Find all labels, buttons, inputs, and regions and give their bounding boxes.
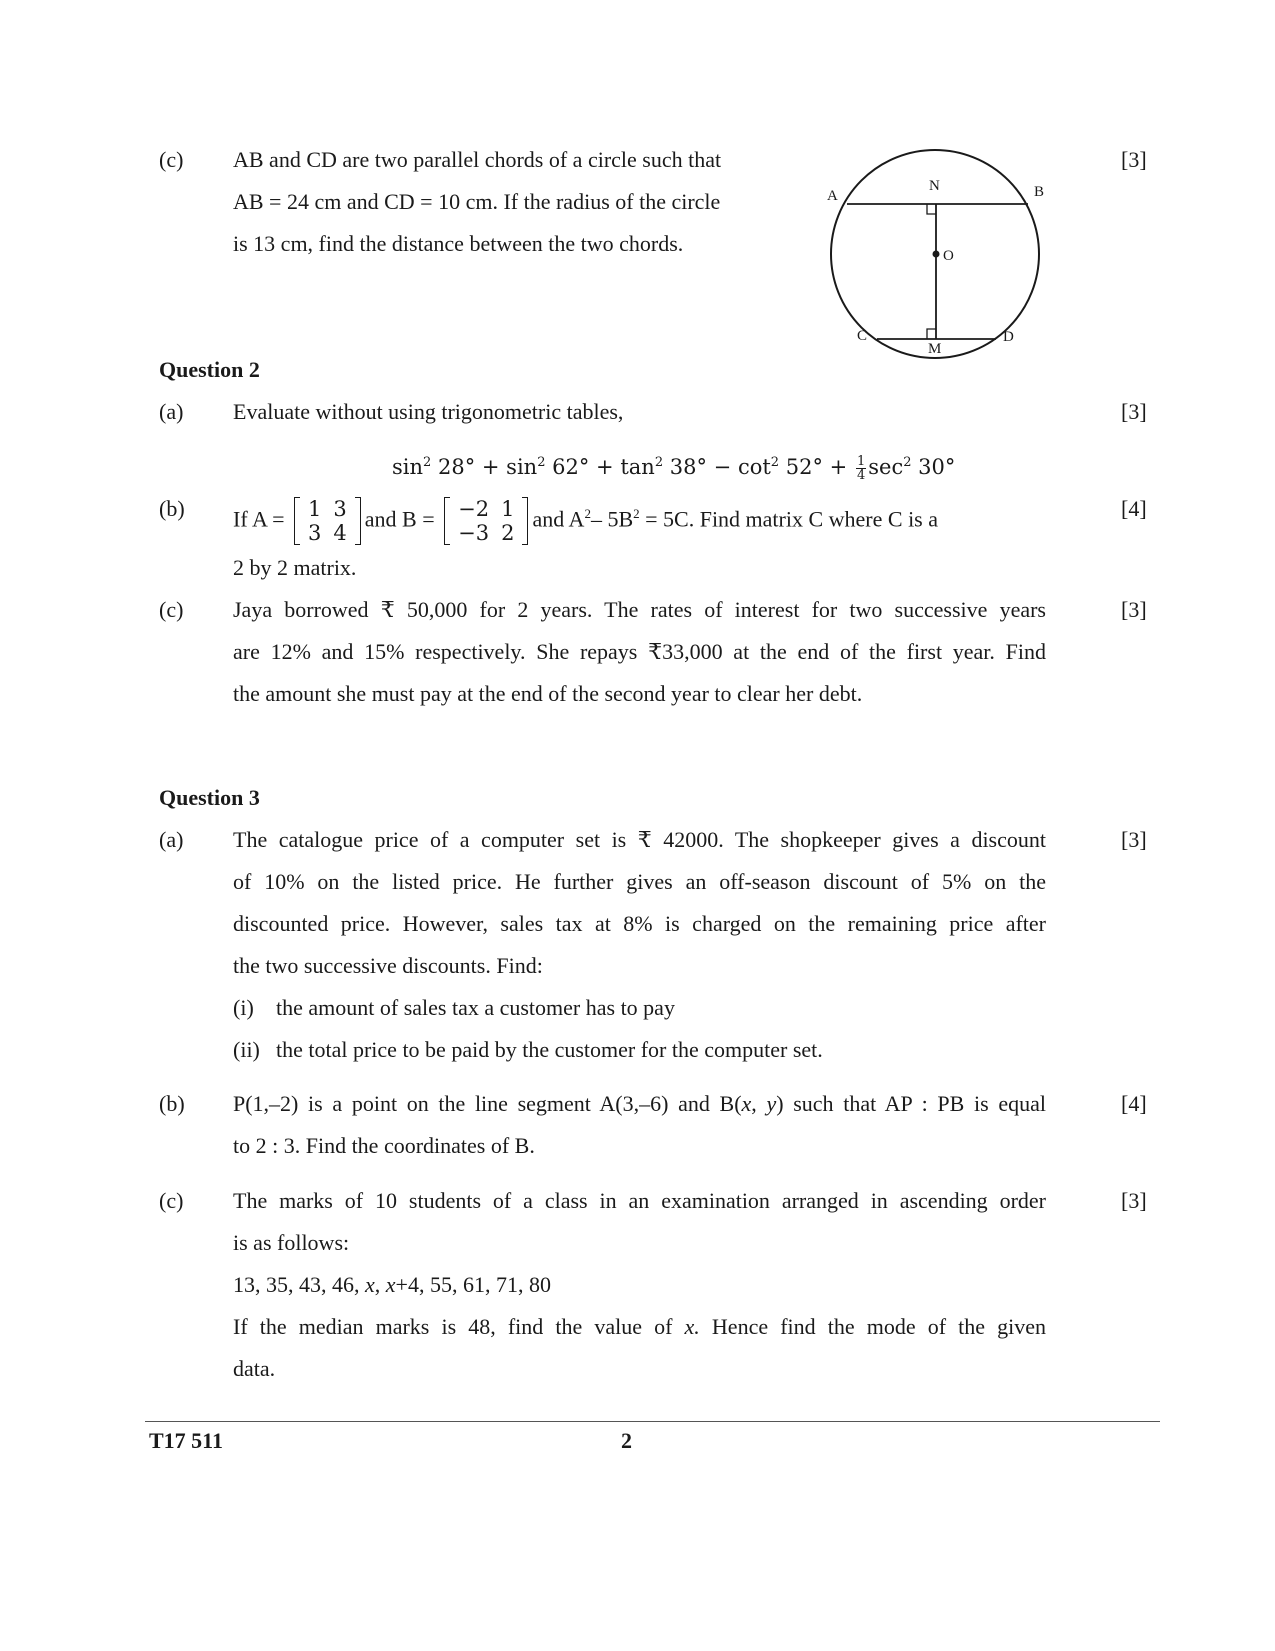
q3c-line-2: is as follows: xyxy=(233,1230,350,1255)
q3b-label: (b) xyxy=(159,1091,185,1116)
q3c-data-line: 13, 35, 43, 46, x, x+4, 55, 61, 71, 80 xyxy=(233,1272,551,1297)
q3b-marks: [4] xyxy=(1121,1091,1147,1116)
q3c-line-5: data. xyxy=(233,1356,276,1381)
q3a-sub-ii: the total price to be paid by the customer for the computer set. xyxy=(276,1037,823,1062)
q3a-line-1: The catalogue price of a computer set is ₹ 42000. The shopkeeper gives a discount xyxy=(233,827,1046,852)
q1c-label: (c) xyxy=(159,147,184,172)
matrix-a: 1 3 3 4 xyxy=(294,497,361,545)
question-3-heading: Question 3 xyxy=(159,785,260,810)
label-a: A xyxy=(827,188,838,204)
q2c-label: (c) xyxy=(159,597,184,622)
q3a-sub-i: the amount of sales tax a customer has to pay xyxy=(276,995,675,1020)
q2b-line-2: 2 by 2 matrix. xyxy=(233,555,357,580)
label-b: B xyxy=(1034,184,1045,200)
q3c-marks: [3] xyxy=(1121,1188,1147,1213)
footer-divider xyxy=(145,1421,1160,1422)
q3a-marks: [3] xyxy=(1121,827,1147,852)
q3a-line-3: discounted price. However, sales tax at 8% is charged on the remaining price after xyxy=(233,911,1046,936)
label-n: N xyxy=(929,178,940,194)
q1c-line-1: AB and CD are two parallel chords of a circle such that xyxy=(233,147,722,172)
q2a-expression: $\sin^2 28^\circ + \sin^2 62^\circ + \tan^2 38^\circ - \cot^2 52^\circ$ + $\frac{1}{4}$ $\sec^2 30^\circ$ xyxy=(392,454,956,483)
q3c-line-1: The marks of 10 students of a class in an examination arranged in ascending order xyxy=(233,1188,1046,1213)
q2a-label: (a) xyxy=(159,399,184,424)
q2c-line-3: the amount she must pay at the end of the second year to clear her debt. xyxy=(233,681,863,706)
q3a-label: (a) xyxy=(159,827,184,852)
label-d: D xyxy=(1003,329,1014,345)
q2b-marks: [4] xyxy=(1121,496,1147,521)
q2b-label: (b) xyxy=(159,496,185,521)
q3a-line-2: of 10% on the listed price. He further gives an off-season discount of 5% on the xyxy=(233,869,1046,894)
page-number: 2 xyxy=(621,1428,632,1453)
q3a-line-4: the two successive discounts. Find: xyxy=(233,953,543,978)
q2c-line-1: Jaya borrowed ₹ 50,000 for 2 years. The rates of interest for two successive years xyxy=(233,597,1046,622)
q3b-line-1: P(1,–2) is a point on the line segment A(3,–6) and B(x, y) such that AP : PB is equal xyxy=(233,1091,1046,1116)
matrix-b: −2 1 −3 2 xyxy=(444,497,528,545)
q2a-line: Evaluate without using trigonometric tables, xyxy=(233,399,624,424)
label-c: C xyxy=(857,328,868,344)
q1c-marks: [3] xyxy=(1121,147,1147,172)
label-o: O xyxy=(943,248,954,264)
q3a-sub-i-label: (i) xyxy=(233,995,254,1020)
right-angle-n xyxy=(927,204,936,214)
q2a-marks: [3] xyxy=(1121,399,1147,424)
right-angle-m xyxy=(927,329,936,339)
question-2-heading: Question 2 xyxy=(159,357,260,382)
q3c-label: (c) xyxy=(159,1188,184,1213)
circle-chords-figure xyxy=(800,140,1050,365)
fraction-one-quarter: $\frac{1}{4}$ xyxy=(856,454,866,483)
q1c-line-2: AB = 24 cm and CD = 10 cm. If the radius of the circle xyxy=(233,189,721,214)
q2c-line-2: are 12% and 15% respectively. She repays ₹33,000 at the end of the first year. Find xyxy=(233,639,1046,664)
q2b-line-1: If A = 1 3 3 4 and B = −2 1 −3 2 and $A^2-$ $5B^2 = 5C$. Find matrix C where C is a xyxy=(233,497,939,546)
label-m: M xyxy=(928,341,942,357)
q3a-sub-ii-label: (ii) xyxy=(233,1037,260,1062)
q1c-line-3: is 13 cm, find the distance between the two chords. xyxy=(233,231,684,256)
q3b-line-2: to 2 : 3. Find the coordinates of B. xyxy=(233,1133,535,1158)
q3c-line-4: If the median marks is 48, find the value of x. Hence find the mode of the given xyxy=(233,1314,1046,1339)
center-point-o xyxy=(933,251,940,258)
paper-code: T17 511 xyxy=(149,1428,223,1453)
q2c-marks: [3] xyxy=(1121,597,1147,622)
